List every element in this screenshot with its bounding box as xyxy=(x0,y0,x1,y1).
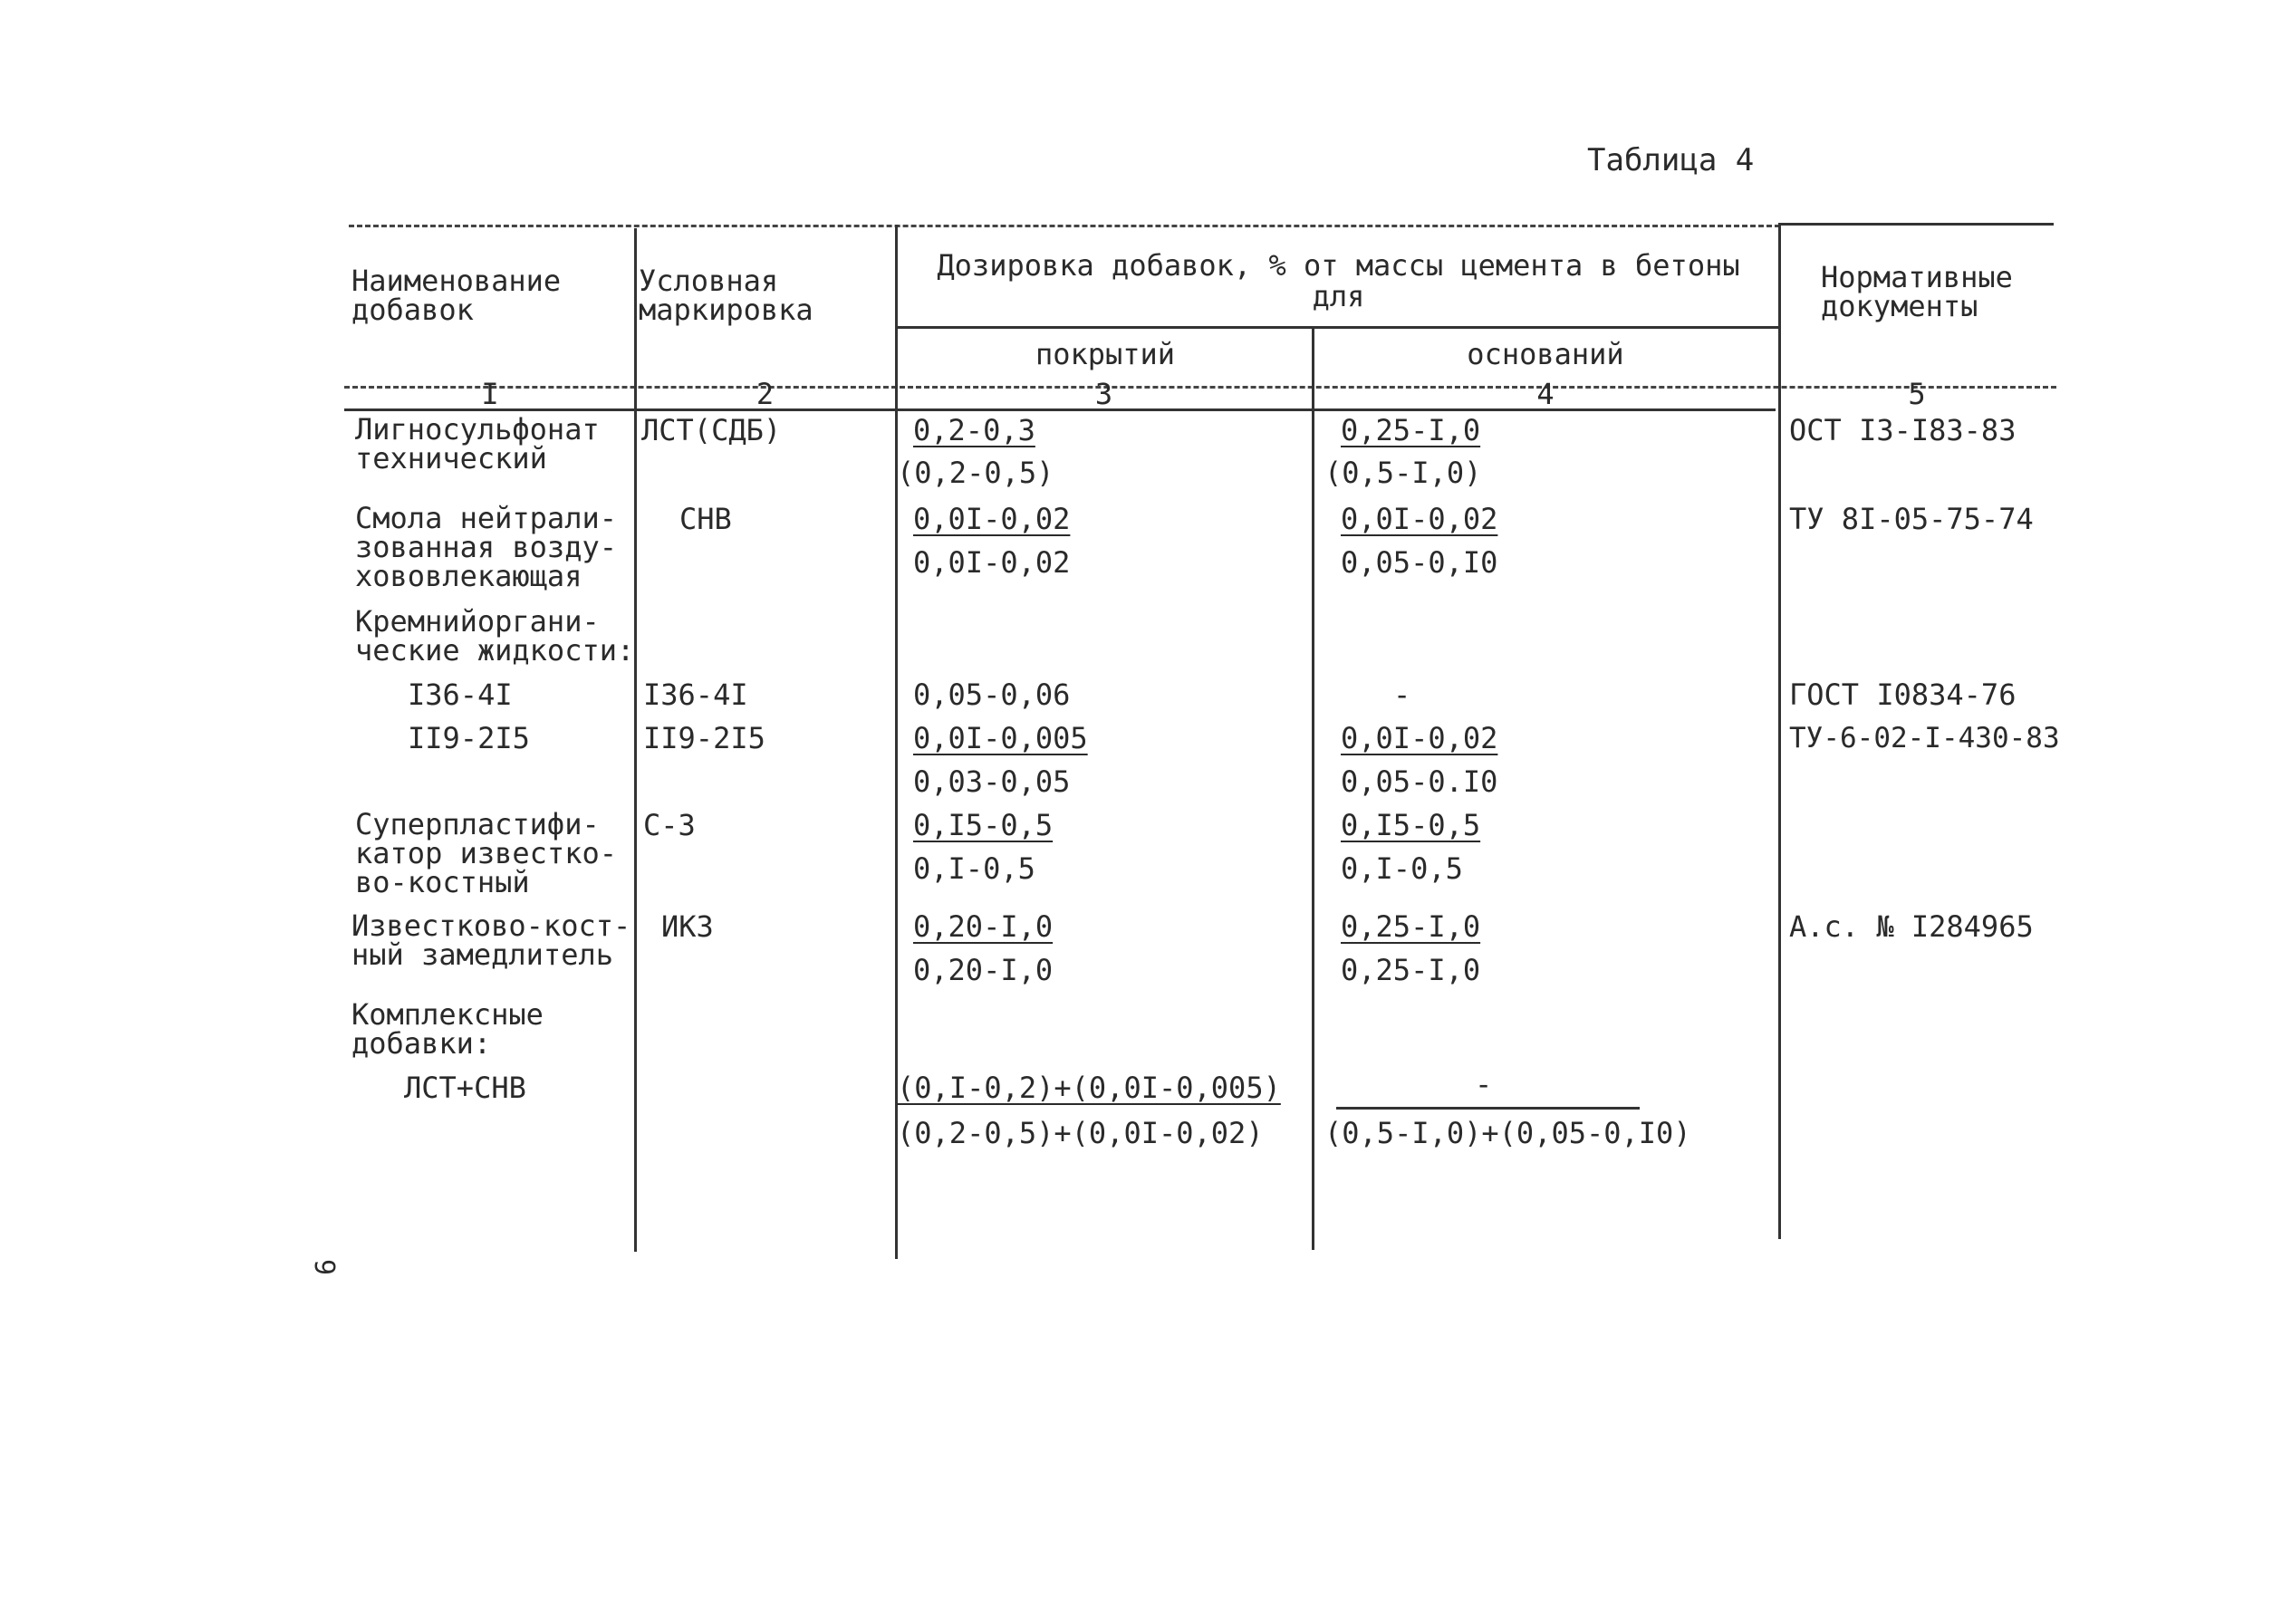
col-number-2: 2 xyxy=(756,377,775,411)
row1-cov-top: 0,0I-0,02 xyxy=(913,502,1071,536)
row0-mark: ЛСТ(СДБ) xyxy=(641,413,782,447)
header-bases: оснований xyxy=(1467,337,1624,371)
row3-name: I36-4I xyxy=(408,677,513,712)
header-col5: Нормативные документы xyxy=(1821,260,2013,323)
row0-name: Лигносульфонат технический xyxy=(355,412,600,476)
row3-mark: I36-4I xyxy=(643,677,748,712)
row5-cov-top: 0,I5-0,5 xyxy=(913,808,1054,842)
row8-base-bot: (0,5-I,0)+(0,05-0,I0) xyxy=(1324,1116,1691,1150)
row1-cov-bot: 0,0I-0,02 xyxy=(913,545,1071,580)
row6-mark: ИКЗ xyxy=(661,909,714,944)
row4-cov-top: 0,0I-0,005 xyxy=(913,721,1088,755)
header-dosage: Дозировка добавок, % от массы цемента в бетоны для xyxy=(937,248,1740,313)
row0-base-top: 0,25-I,0 xyxy=(1341,413,1481,447)
row6-doc: А.с. № I284965 xyxy=(1789,909,2034,944)
row4-cov-bot: 0,03-0,05 xyxy=(913,764,1071,799)
top-rule-dashed xyxy=(349,225,1780,227)
col-number-3: 3 xyxy=(1094,377,1113,411)
row1-doc: ТУ 8I-05-75-74 xyxy=(1789,502,2034,536)
col-divider-4 xyxy=(1778,223,1781,1239)
row4-mark: II9-2I5 xyxy=(643,721,765,755)
row6-base-bot: 0,25-I,0 xyxy=(1341,953,1481,987)
base-complex-rule xyxy=(1336,1107,1640,1110)
header-col1: Наименование добавок xyxy=(351,264,562,327)
row5-cov-bot: 0,I-0,5 xyxy=(913,851,1035,886)
row0-cov-top: 0,2-0,3 xyxy=(913,413,1035,447)
col-number-1: I xyxy=(481,377,499,411)
row4-name: II9-2I5 xyxy=(408,721,530,755)
row3-doc: ГОСТ I0834-76 xyxy=(1789,677,2017,712)
row3-cov-top: 0,05-0,06 xyxy=(913,677,1071,712)
row8-base-top: - xyxy=(1475,1067,1493,1101)
row8-cov-bot: (0,2-0,5)+(0,0I-0,02) xyxy=(897,1116,1264,1150)
row1-base-bot: 0,05-0,I0 xyxy=(1341,545,1498,580)
row5-base-bot: 0,I-0,5 xyxy=(1341,851,1463,886)
row7-name: Комплексные добавки: xyxy=(351,997,544,1061)
row1-mark: СНВ xyxy=(679,502,732,536)
row1-name: Смола нейтрали- зованная возду- хововлекающая xyxy=(355,501,617,593)
row6-name: Известково-кост- ный замедлитель xyxy=(351,908,631,972)
row4-base-bot: 0,05-0.I0 xyxy=(1341,764,1498,799)
row6-base-top: 0,25-I,0 xyxy=(1341,909,1481,944)
table-label: Таблица 4 xyxy=(1587,142,1755,178)
row2-name: Кремнийоргани- ческие жидкости: xyxy=(355,604,635,668)
col-number-4: 4 xyxy=(1536,377,1555,411)
row0-doc: ОСТ I3-I83-83 xyxy=(1789,413,2017,447)
row6-cov-top: 0,20-I,0 xyxy=(913,909,1054,944)
dosage-subheader-rule xyxy=(895,326,1780,329)
header-col2: Условная маркировка xyxy=(639,264,813,327)
row4-doc: ТУ-6-02-I-430-83 xyxy=(1789,722,2060,754)
row5-base-top: 0,I5-0,5 xyxy=(1341,808,1481,842)
row4-base-top: 0,0I-0,02 xyxy=(1341,721,1498,755)
col-number-5: 5 xyxy=(1908,377,1926,411)
row5-name: Суперпластифи- катор известко- во-костный xyxy=(355,807,617,899)
top-rule-right xyxy=(1780,223,2054,226)
row3-base-top: - xyxy=(1393,677,1411,712)
row0-cov-bot: (0,2-0,5) xyxy=(897,456,1054,490)
row6-cov-bot: 0,20-I,0 xyxy=(913,953,1054,987)
row5-mark: С-3 xyxy=(643,808,696,842)
row0-base-bot: (0,5-I,0) xyxy=(1324,456,1482,490)
col-divider-3 xyxy=(1312,328,1314,1250)
page-number: 9 xyxy=(308,1258,341,1276)
row1-base-top: 0,0I-0,02 xyxy=(1341,502,1498,536)
row8-name: ЛСТ+СНВ xyxy=(404,1071,526,1105)
row8-cov-top: (0,I-0,2)+(0,0I-0,005) xyxy=(897,1071,1281,1105)
header-coverings: покрытий xyxy=(1035,337,1176,371)
